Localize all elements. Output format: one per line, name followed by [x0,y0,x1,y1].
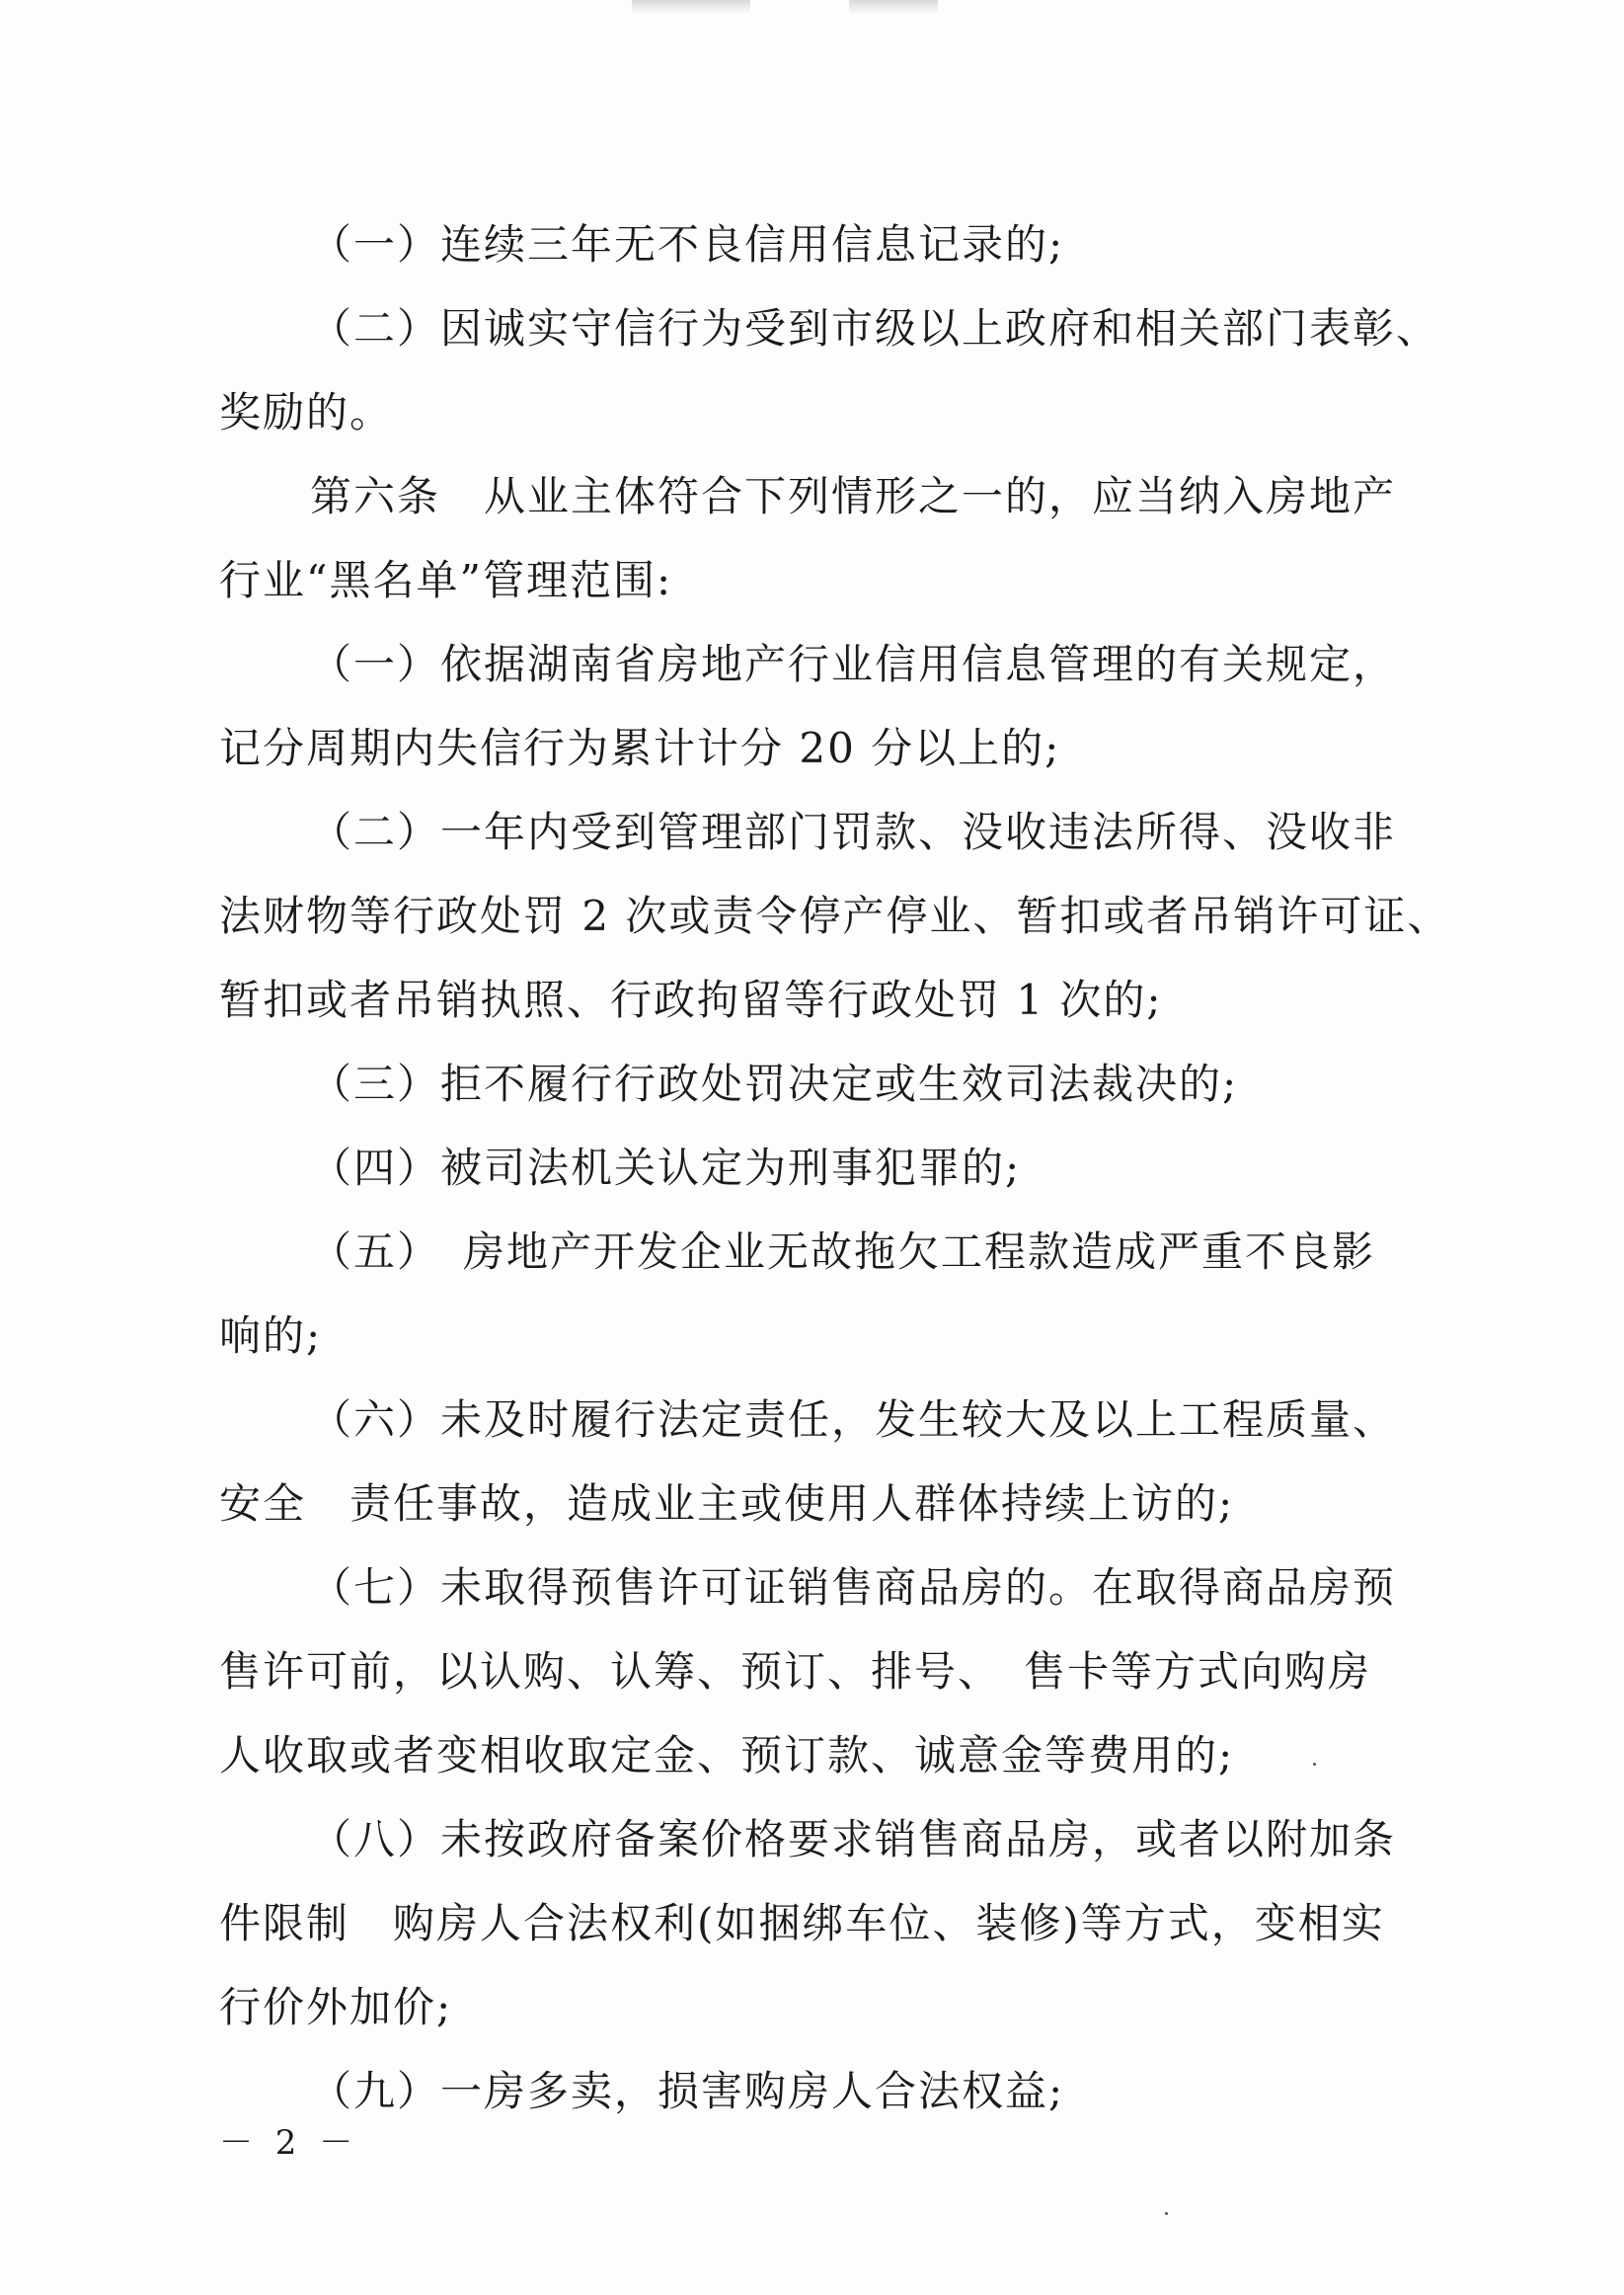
paragraph-line-item-8: （八）未按政府备案价格要求销售商品房，或者以附加条 [310,1815,1397,1863]
paragraph-line-item-7: （七）未取得预售许可证销售商品房的。在取得商品房预 [310,1563,1397,1612]
article-six-heading-line: 第六条 从业主体符合下列情形之一的，应当纳入房地产 [310,472,1397,520]
paragraph-line-item-2: （二）一年内受到管理部门罚款、没收违法所得、没收非 [310,808,1397,856]
scan-speck [1165,2212,1168,2215]
paragraph-line-continuation: 暂扣或者吊销执照、行政拘留等行政处罚 1 次的; [219,976,1163,1024]
scan-speck [1313,1763,1316,1766]
paragraph-line-continuation: 奖励的。 [219,388,394,436]
paragraph-line-item-4: （四）被司法机关认定为刑事犯罪的; [310,1144,1022,1192]
paragraph-line-continuation: 响的; [219,1311,323,1360]
paragraph-line-continuation: 售许可前，以认购、认筹、预订、排号、 售卡等方式向购房 [219,1647,1372,1696]
paragraph-line-clause-2: （二）因诚实守信行为受到市级以上政府和相关部门表彰、 [310,304,1440,353]
paragraph-line-continuation: 安全 责任事故，造成业主或使用人群体持续上访的; [219,1479,1235,1528]
paragraph-line-continuation: 法财物等行政处罚 2 次或责令停产停业、暂扣或者吊销许可证、 [219,892,1451,940]
paragraph-line-continuation: 记分周期内失信行为累计计分 20 分以上的; [219,724,1061,772]
scan-artifact [632,0,750,14]
paragraph-line-continuation: 件限制 购房人合法权利(如捆绑车位、装修)等方式，变相实 [219,1899,1385,1947]
page-number: － 2 － [219,2123,359,2163]
paragraph-line-continuation: 人收取或者变相收取定金、预订款、诚意金等费用的; [219,1731,1235,1780]
paragraph-line-item-1: （一）依据湖南省房地产行业信用信息管理的有关规定， [310,640,1397,688]
paragraph-line-item-9: （九）一房多卖，损害购房人合法权益; [310,2067,1065,2115]
paragraph-line-continuation: 行价外加价; [219,1983,453,2031]
paragraph-line-item-6: （六）未及时履行法定责任，发生较大及以上工程质量、 [310,1395,1397,1444]
paragraph-line-item-5: （五） 房地产开发企业无故拖欠工程款造成严重不良影 [310,1227,1376,1276]
paragraph-line-item-3: （三）拒不履行行政处罚决定或生效司法裁决的; [310,1060,1239,1108]
scan-artifact [849,0,938,14]
paragraph-line-clause-1: （一）连续三年无不良信用信息记录的; [310,220,1065,269]
paragraph-line-continuation: 行业“黑名单”管理范围: [219,556,673,604]
